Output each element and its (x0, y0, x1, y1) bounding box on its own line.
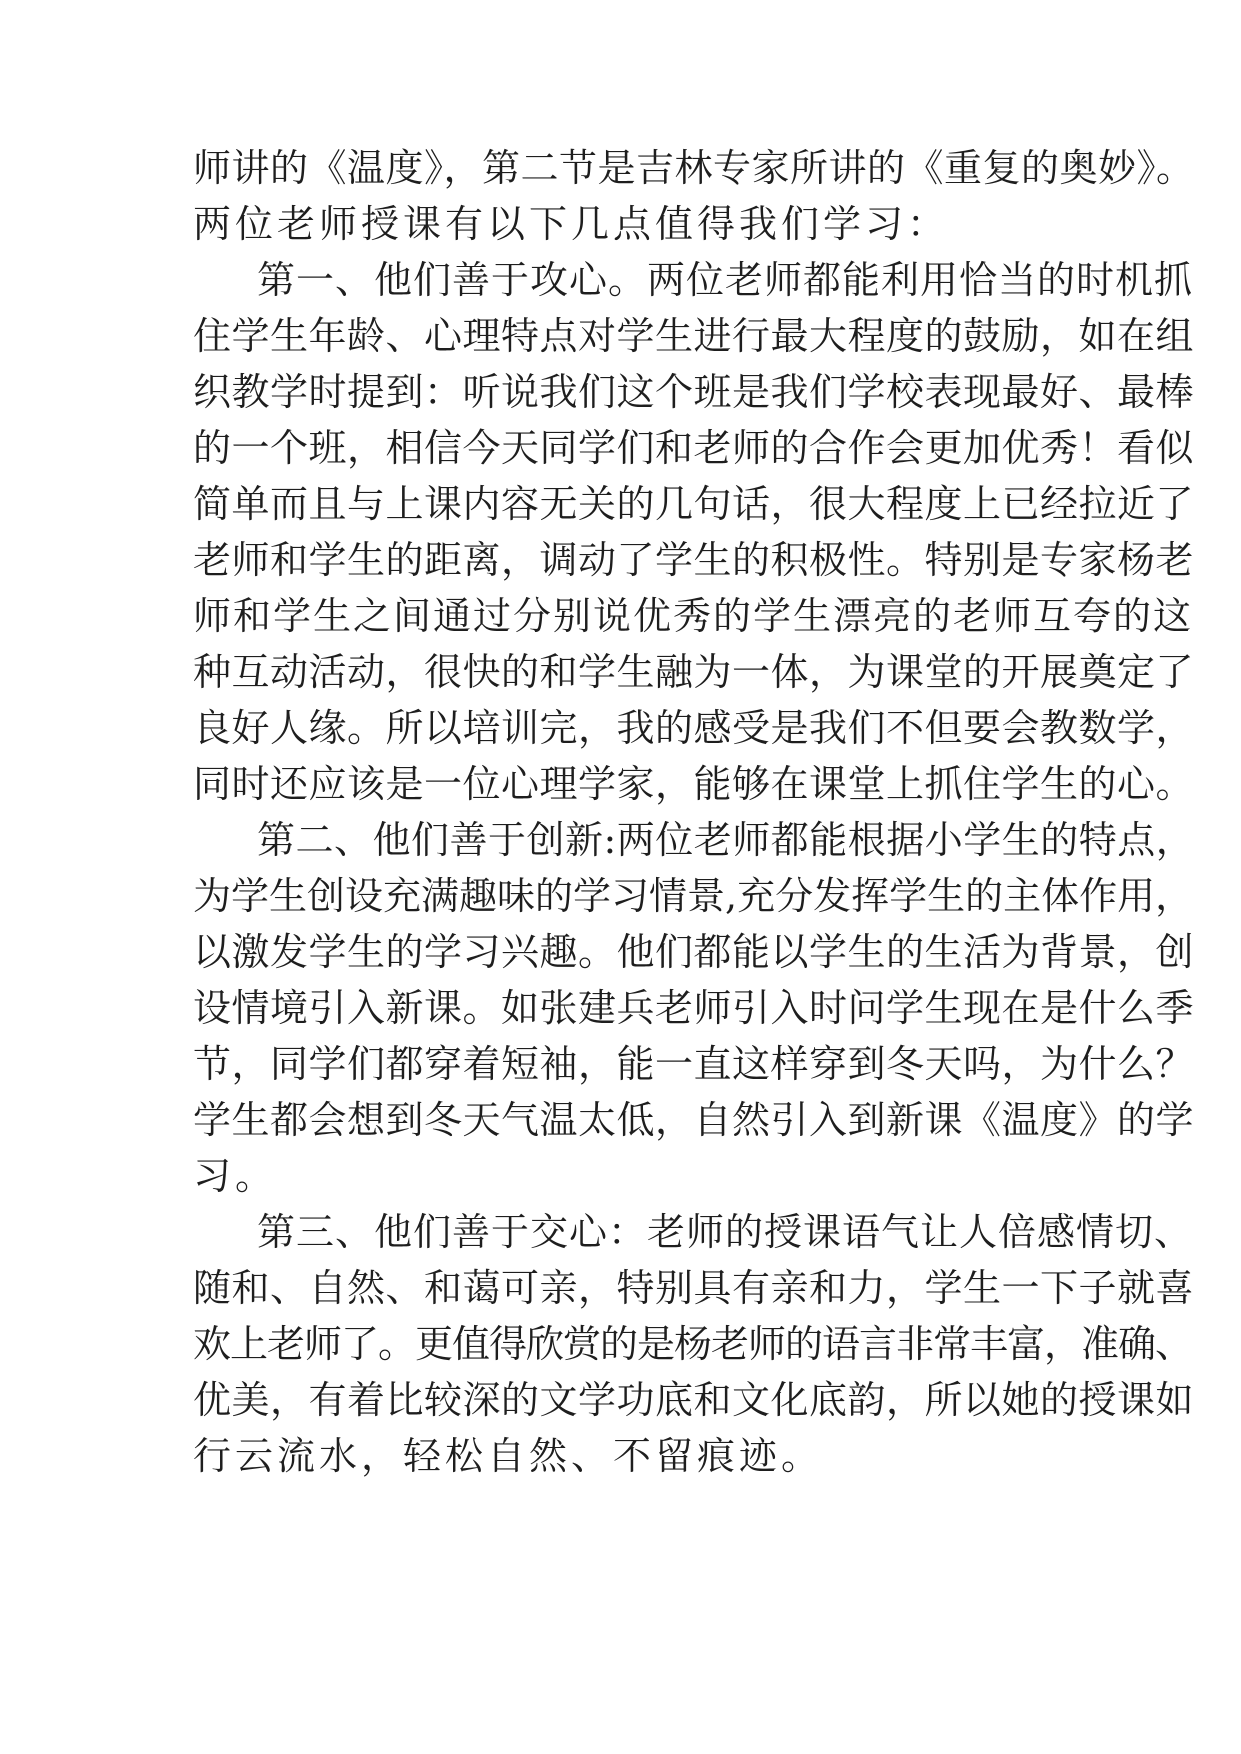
text-line: 习。 (193, 1154, 278, 1198)
text-line: 师和学生之间通过分别说优秀的学生漂亮的老师互夸的这 (193, 594, 1194, 638)
text-line: 简单而且与上课内容无关的几句话，很大程度上已经拉近了 (193, 482, 1195, 526)
text-line: 的一个班，相信今天同学们和老师的合作会更加优秀！看似 (193, 426, 1195, 470)
text-line: 两位老师授课有以下几点值得我们学习： (193, 202, 950, 246)
text-line: 设情境引入新课。如张建兵老师引入时问学生现在是什么季 (193, 986, 1195, 1030)
text-line: 节，同学们都穿着短袖，能一直这样穿到冬天吗，为什么？ (193, 1042, 1195, 1086)
paragraph-start-line: 第二、他们善于创新:两位老师都能根据小学生的特点， (257, 818, 1195, 862)
text-line: 优美，有着比较深的文学功底和文化底韵，所以她的授课如 (193, 1378, 1195, 1422)
text-line: 师讲的《温度》，第二节是吉林专家所讲的《重复的奥妙》。 (193, 146, 1195, 190)
text-line: 同时还应该是一位心理学家，能够在课堂上抓住学生的心。 (193, 762, 1195, 806)
paragraph-start-line: 第三、他们善于交心：老师的授课语气让人倍感情切、 (257, 1210, 1194, 1254)
text-line: 随和、自然、和蔼可亲，特别具有亲和力，学生一下子就喜 (193, 1266, 1195, 1310)
text-line: 住学生年龄、心理特点对学生进行最大程度的鼓励，如在组 (193, 314, 1195, 358)
text-line: 行云流水，轻松自然、不留痕迹。 (193, 1434, 824, 1478)
text-line: 学生都会想到冬天气温太低，自然引入到新课《温度》的学 (193, 1098, 1195, 1142)
text-line: 欢上老师了。更值得欣赏的是杨老师的语言非常丰富，准确、 (193, 1322, 1193, 1366)
text-line: 良好人缘。所以培训完，我的感受是我们不但要会教数学， (193, 706, 1195, 750)
text-line: 为学生创设充满趣味的学习情景,充分发挥学生的主体作用， (193, 874, 1194, 918)
text-line: 老师和学生的距离，调动了学生的积极性。特别是专家杨老 (193, 538, 1195, 582)
text-line: 织教学时提到：听说我们这个班是我们学校表现最好、最棒 (193, 370, 1195, 414)
paragraph-start-line: 第一、他们善于攻心。两位老师都能利用恰当的时机抓 (257, 258, 1194, 302)
text-line: 以激发学生的学习兴趣。他们都能以学生的生活为背景，创 (193, 930, 1195, 974)
text-line: 种互动活动，很快的和学生融为一体，为课堂的开展奠定了 (193, 650, 1195, 694)
